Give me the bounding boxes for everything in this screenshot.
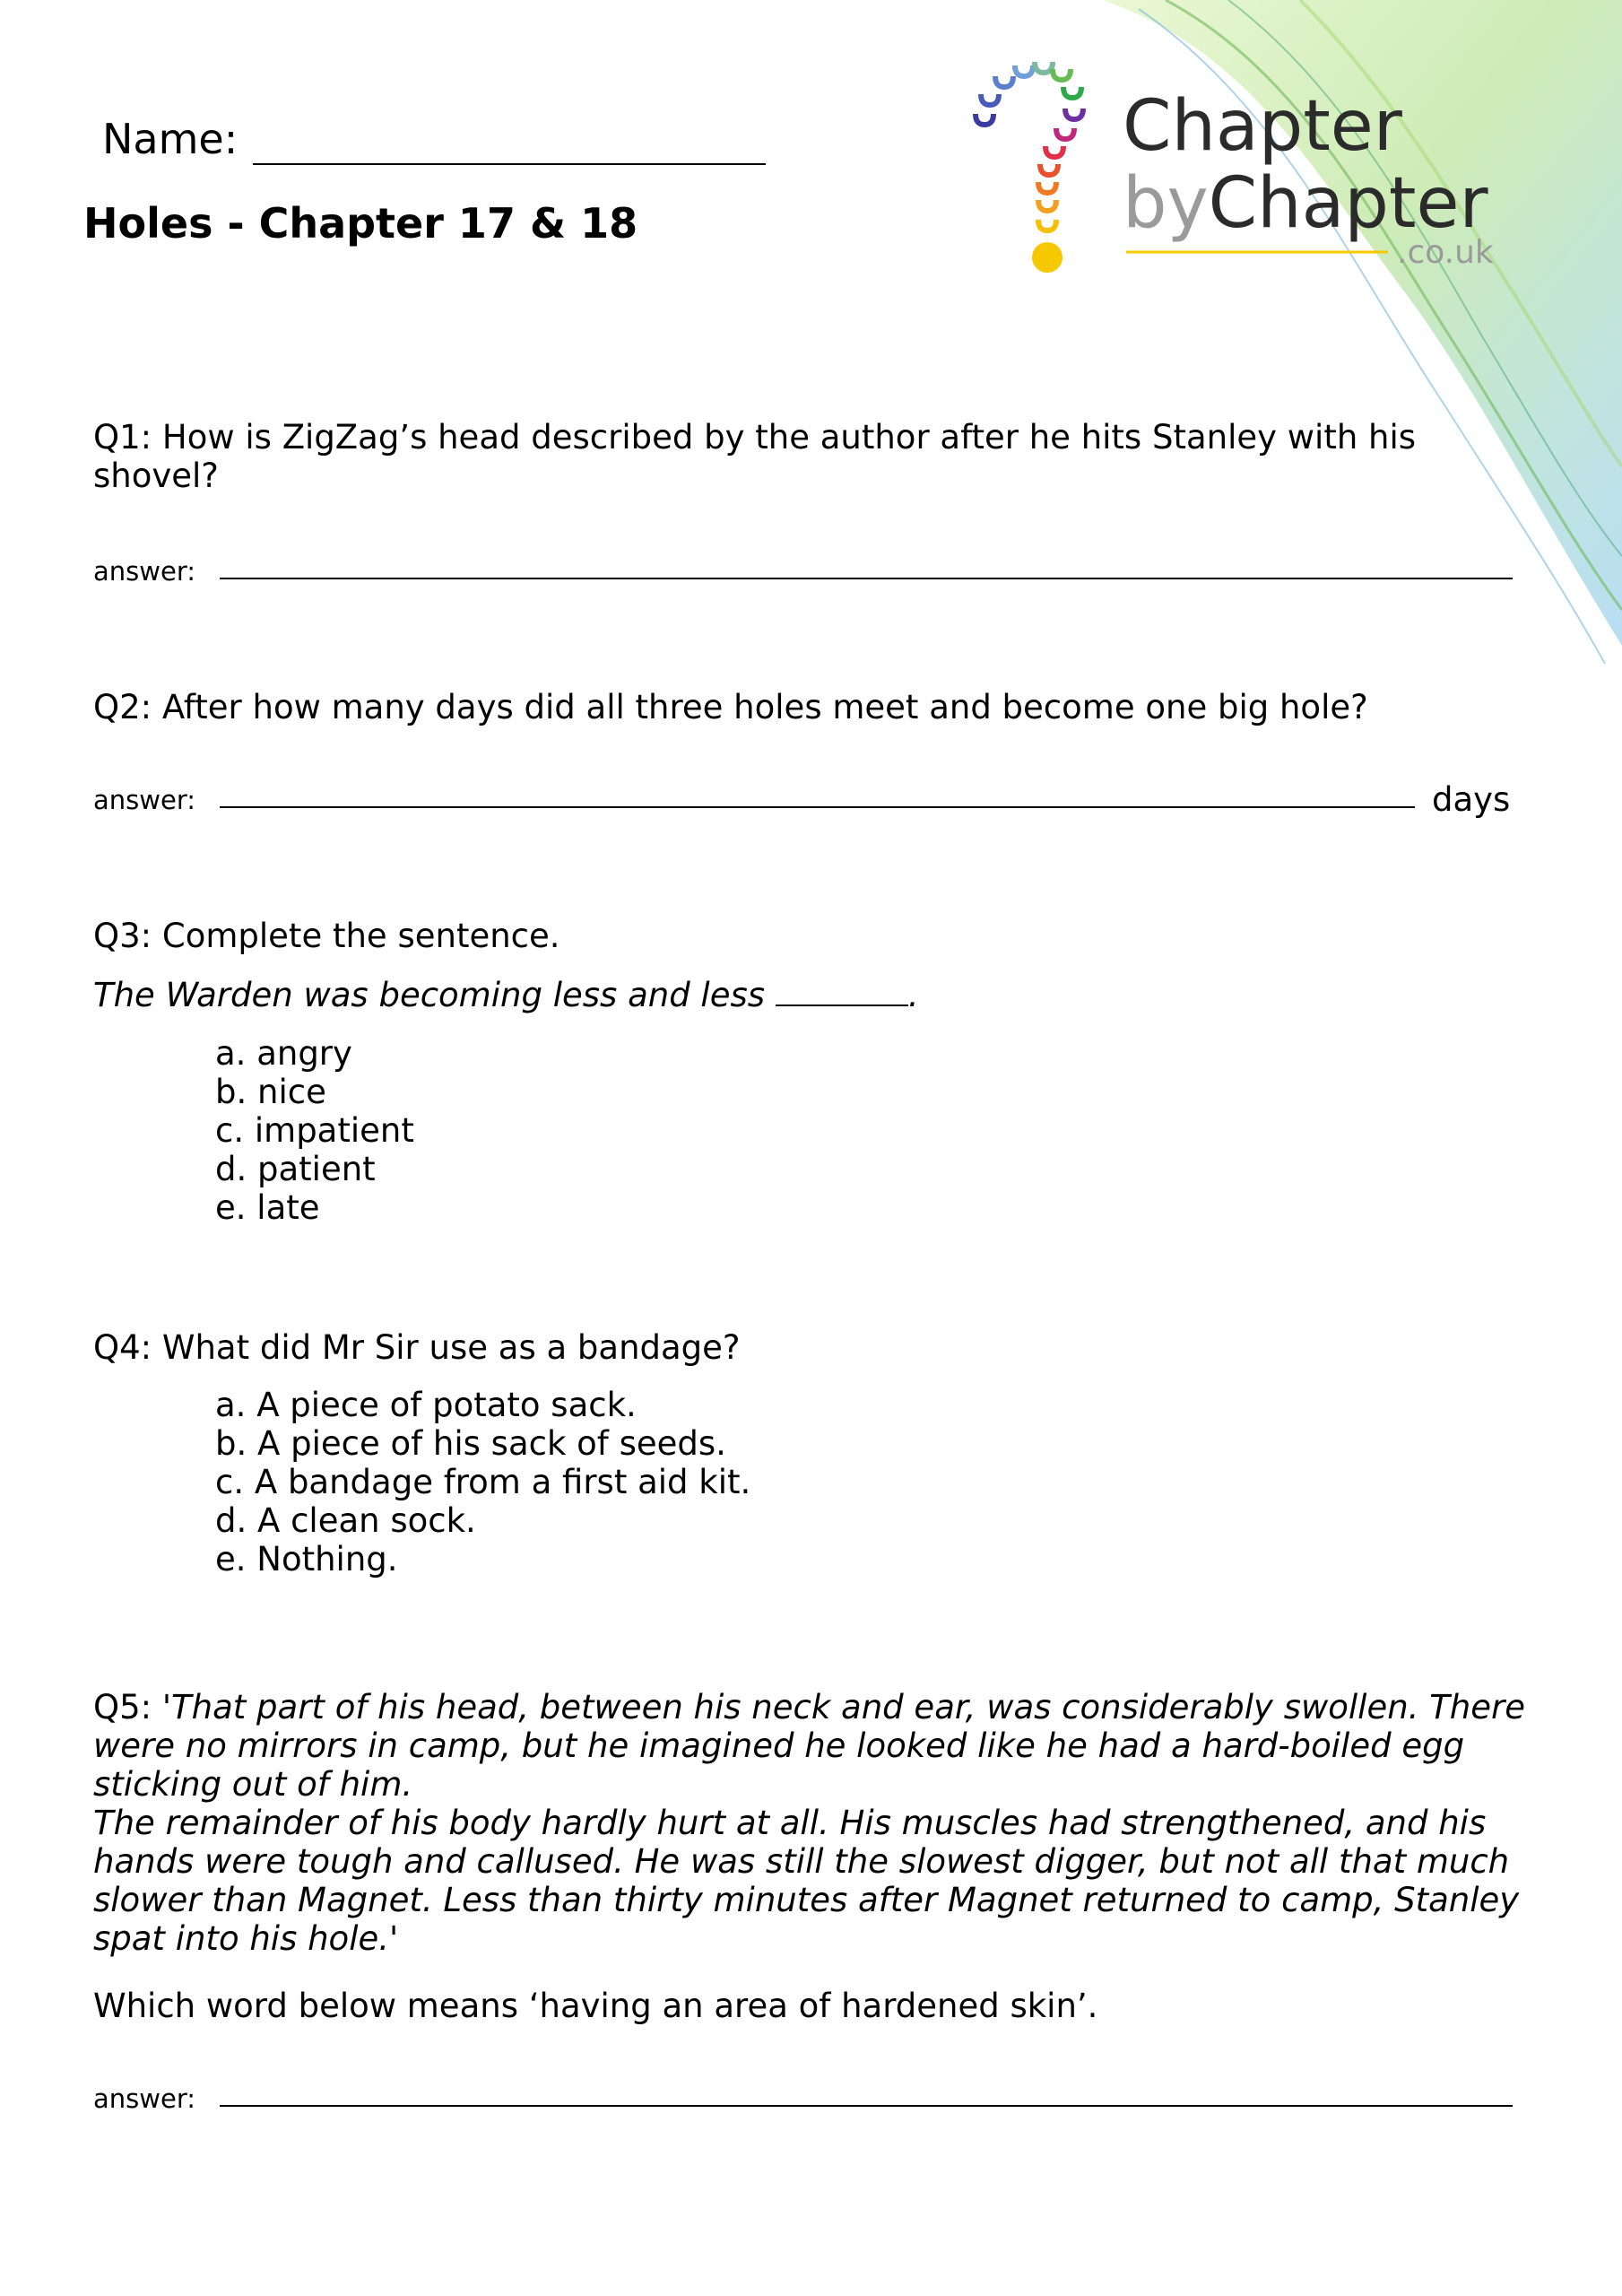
sentence-end: . (907, 976, 919, 1014)
option-a[interactable]: a. angry (215, 1034, 352, 1073)
answer-5-field[interactable] (220, 2105, 1513, 2107)
logo-domain: .co.uk (1397, 234, 1494, 271)
option-b[interactable]: b. A piece of his sack of seeds. (215, 1424, 726, 1463)
option-c[interactable]: c. A bandage from a first aid kit. (215, 1463, 751, 1501)
question-5-prefix: Q5: (93, 1688, 162, 1726)
option-a[interactable]: a. A piece of potato sack. (215, 1386, 637, 1424)
chapter-by-chapter-logo (959, 49, 1533, 318)
question-5: Which word below means ‘having an area of hardened skin’. (93, 1987, 1098, 2025)
question-1: Q1: How is ZigZag’s head described by the author after he hits Stanley with his shovel? (93, 418, 1417, 495)
sentence-blank (776, 976, 908, 1006)
option-d[interactable]: d. A clean sock. (215, 1501, 476, 1540)
answer-2-field[interactable] (220, 806, 1415, 808)
passage-paragraph-1: 'That part of his head, between his neck and ear, was considerably swollen. There were no mirrors in camp, but he imagined he looked like he had a hard-boiled egg sticking out of him. (93, 1688, 1525, 1804)
question-4: Q4: What did Mr Sir use as a bandage? (93, 1328, 741, 1367)
answer-2-unit: days (1432, 780, 1511, 819)
option-e[interactable]: e. late (215, 1188, 320, 1227)
option-e[interactable]: e. Nothing. (215, 1540, 398, 1578)
question-3: Q3: Complete the sentence. (93, 917, 560, 955)
name-label: Name: (102, 115, 239, 163)
option-d[interactable]: d. patient (215, 1150, 376, 1188)
answer-1-field[interactable] (220, 578, 1513, 579)
question-4-options (215, 1386, 750, 1578)
worksheet-title: Holes - Chapter 17 & 18 (83, 199, 638, 248)
logo-text-chapter: Chapter (1123, 86, 1402, 167)
sentence-start: The Warden was becoming less and less (93, 976, 766, 1014)
logo-text-by: by (1123, 163, 1209, 244)
logo-text-chapter-2: Chapter (1208, 163, 1488, 244)
option-b[interactable]: b. nice (215, 1073, 326, 1111)
question-5-passage (93, 1688, 1546, 1958)
question-3-options (215, 1034, 414, 1227)
answer-label: answer: (93, 2083, 196, 2114)
question-mark-book-icon (976, 62, 1083, 273)
answer-label: answer: (93, 556, 196, 587)
sentence-to-complete (93, 976, 1528, 1014)
option-c[interactable]: c. impatient (215, 1111, 414, 1150)
question-2: Q2: After how many days did all three holes meet and become one big hole? (93, 688, 1368, 726)
passage-paragraph-2: The remainder of his body hardly hurt at all. His muscles had strengthened, and his hands were tough and callused. He was still the slowest digger, but not all that much slower than Magnet. Less than thirty minutes after Magnet returned to camp, Stanley spat into his hole.' (93, 1804, 1520, 1958)
logo-text-bychapter (1123, 163, 1488, 244)
name-field[interactable] (253, 163, 766, 165)
answer-label: answer: (93, 785, 196, 815)
